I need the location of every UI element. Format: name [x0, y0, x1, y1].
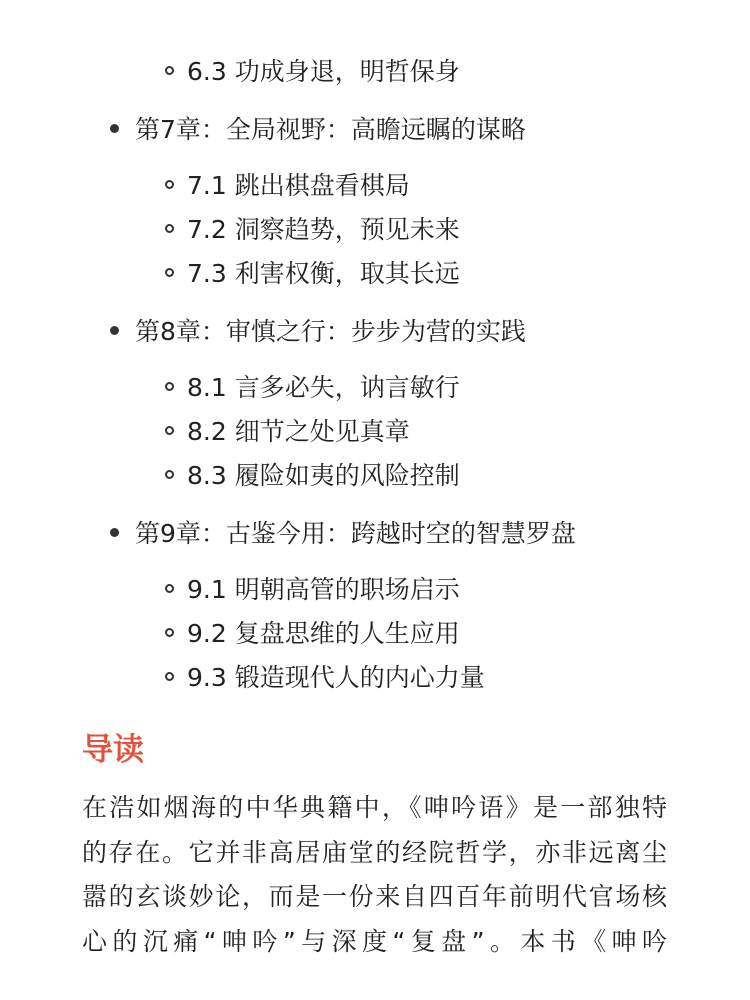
toc-subsection-8-1 [165, 368, 460, 404]
toc-subsection-7-1 [165, 166, 410, 202]
circle-bullet-icon [165, 268, 174, 277]
circle-bullet-icon [165, 224, 174, 233]
toc-chapter-9 [110, 514, 576, 550]
disc-bullet-icon [110, 326, 119, 335]
toc-item-text: 第7章：全局视野：高瞻远瞩的谋略 [135, 115, 526, 144]
toc-item-text: 第9章：古鉴今用：跨越时空的智慧罗盘 [135, 519, 576, 548]
circle-bullet-icon [165, 672, 174, 681]
circle-bullet-icon [165, 426, 174, 435]
intro-heading: 导读 [82, 732, 144, 768]
intro-paragraph [82, 786, 667, 964]
toc-item-text: 6.3 功成身退，明哲保身 [187, 57, 460, 86]
toc-item-text: 7.3 利害权衡，取其长远 [187, 259, 460, 288]
toc-item-text: 7.1 跳出棋盘看棋局 [187, 171, 410, 200]
toc-item-text: 第8章：审慎之行：步步为营的实践 [135, 317, 526, 346]
intro-line: 在浩如烟海的中华典籍中，《呻吟语》是一部独特 [82, 793, 667, 822]
circle-bullet-icon [165, 584, 174, 593]
toc-item-text: 8.1 言多必失，讷言敏行 [187, 373, 460, 402]
toc-item-text: 7.2 洞察趋势，预见未来 [187, 215, 460, 244]
circle-bullet-icon [165, 628, 174, 637]
toc-subsection-9-3 [165, 658, 485, 694]
toc-item-text: 9.2 复盘思维的人生应用 [187, 619, 460, 648]
circle-bullet-icon [165, 382, 174, 391]
toc-chapter-7 [110, 110, 526, 146]
toc-item-text: 8.3 履险如夷的风险控制 [187, 461, 460, 490]
intro-line: 心的沉痛“呻吟”与深度“复盘”。本书《呻吟 [82, 926, 667, 956]
disc-bullet-icon [110, 124, 119, 133]
intro-line: 的存在。它并非高居庙堂的经院哲学，亦非远离尘 [82, 837, 667, 867]
intro-line: 嚣的玄谈妙论，而是一份来自四百年前明代官场核 [82, 882, 667, 911]
toc-subsection-9-2 [165, 614, 460, 650]
toc-subsection-8-3 [165, 456, 460, 492]
toc-subsection-8-2 [165, 412, 410, 448]
disc-bullet-icon [110, 528, 119, 537]
circle-bullet-icon [165, 66, 174, 75]
toc-subsection-6-3 [165, 52, 460, 88]
toc-chapter-8 [110, 312, 526, 348]
circle-bullet-icon [165, 470, 174, 479]
circle-bullet-icon [165, 180, 174, 189]
toc-item-text: 9.1 明朝高管的职场启示 [187, 575, 460, 604]
toc-item-text: 9.3 锻造现代人的内心力量 [187, 663, 485, 692]
toc-subsection-7-2 [165, 210, 460, 246]
toc-subsection-7-3 [165, 254, 460, 290]
toc-subsection-9-1 [165, 570, 460, 606]
toc-item-text: 8.2 细节之处见真章 [187, 417, 410, 446]
